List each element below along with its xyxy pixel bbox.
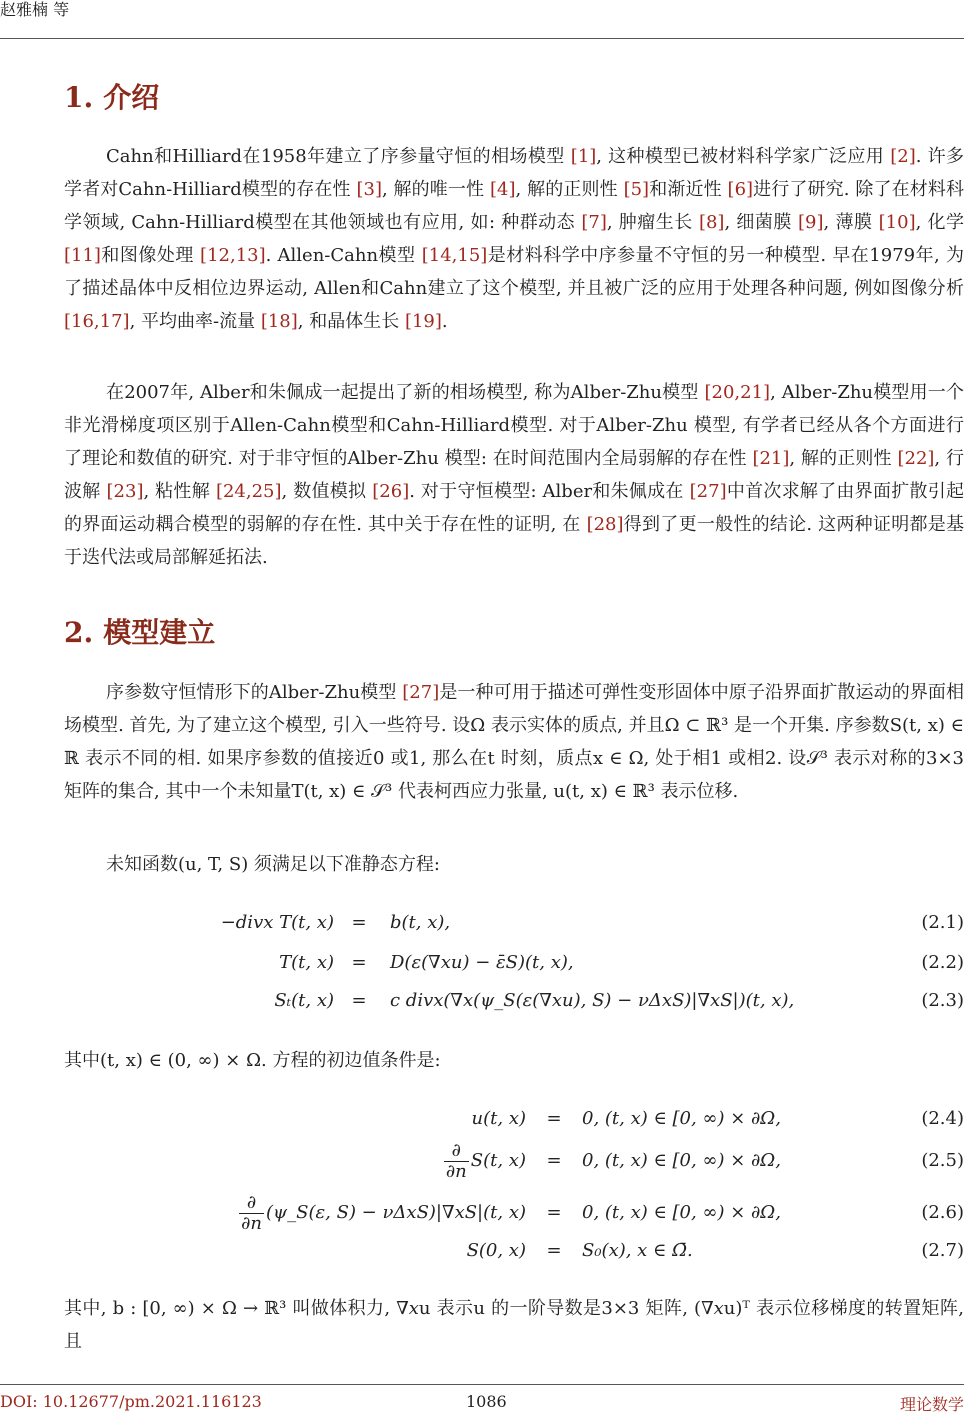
equation-2-3	[64, 986, 964, 1016]
citation-link[interactable]: [1]	[570, 146, 597, 167]
section-2-paragraph-2: 未知函数(u, T, S) 须满足以下准静态方程:	[106, 854, 441, 875]
equation-number: (2.2)	[921, 952, 964, 973]
citation-link[interactable]: [9]	[798, 212, 824, 233]
section-2-heading	[64, 615, 215, 651]
equation-operator: =	[546, 1150, 562, 1171]
equation-2-7	[64, 1236, 964, 1266]
citation-link[interactable]: [27]	[402, 682, 440, 703]
equation-lhs: S(0, x)	[466, 1240, 526, 1261]
citation-link[interactable]: [16,17]	[64, 311, 130, 332]
citation-link[interactable]: [4]	[490, 179, 516, 200]
equation-rhs: D(ε(∇𝑥u) − ε̄S)(t, x),	[390, 952, 574, 973]
citation-link[interactable]: [8]	[698, 212, 725, 233]
footer-journal-link[interactable]: 理论数学	[899, 1395, 964, 1414]
equation-number: (2.4)	[921, 1108, 964, 1129]
partial-fraction: $\frac{\partial}{\partial n}$	[445, 1139, 467, 1182]
section-1-paragraph-1: Cahn和Hilliard在1958年建立了序参量守恒的相场模型 [1], 这种模型已被材料科学家广泛应用 [2]. 许多学者对Cahn-Hilliard模型的存在性 [3], 解的唯一性 [4], 解的正则性 [5]和渐近性 [6]进行了研究. 除了在材料科学领域, Cahn-Hilliard模型在其他领域也有应用, 如: 种群动态 [7], 肿瘤生长 [8], 细菌膜 [9], 薄膜 [10], 化学 [11]和图像处理 [12,13]. Allen-Cahn模型 [14,15]是材料科学中序参量不守恒的另一种模型. 早在1979年, 为了描述晶体中反相位边界运动, Allen和Cahn建立了这个模型, 并且被广泛的应用于处理各种问题, 例如图像分析 [16,17], 平均曲率-流量 [18], 和晶体生长 [19].	[64, 146, 964, 332]
equation-lhs: −div𝑥 T(t, x)	[220, 912, 334, 933]
equation-number: (2.6)	[921, 1202, 964, 1223]
citation-link[interactable]: [23]	[106, 481, 144, 502]
citation-link[interactable]: [3]	[356, 179, 382, 200]
citation-link[interactable]: [26]	[372, 481, 410, 502]
section-1-title: 介绍	[103, 81, 160, 114]
header-rule	[0, 38, 964, 39]
equation-rhs: c div𝑥(∇𝑥(ψ_S(ε(∇𝑥u), S) − νΔ𝑥S)|∇𝑥S|)(t, x),	[390, 990, 795, 1011]
equation-2-6	[64, 1191, 964, 1234]
equation-number: (2.5)	[921, 1150, 964, 1171]
citation-link[interactable]: [19]	[404, 311, 442, 332]
equation-operator: =	[546, 1202, 562, 1223]
section-2-title: 模型建立	[103, 616, 216, 649]
equation-operator: =	[351, 952, 367, 973]
header-author: 赵雅楠 等	[0, 0, 70, 19]
equation-number: (2.1)	[921, 912, 964, 933]
equation-2-2	[64, 948, 964, 978]
citation-link[interactable]: [20,21]	[704, 382, 771, 403]
citation-link[interactable]: [5]	[623, 179, 650, 200]
equation-operator: =	[546, 1108, 562, 1129]
equation-number: (2.7)	[921, 1240, 964, 1261]
citation-link[interactable]: [14,15]	[421, 245, 488, 266]
citation-link[interactable]: [22]	[897, 448, 935, 469]
citation-link[interactable]: [21]	[752, 448, 790, 469]
citation-link[interactable]: [24,25]	[215, 481, 282, 502]
section-2-paragraph-3: 其中(t, x) ∈ (0, ∞) × Ω. 方程的初边值条件是:	[64, 1050, 441, 1071]
equation-rhs: 0, (t, x) ∈ [0, ∞) × ∂Ω,	[582, 1202, 781, 1223]
equation-number: (2.3)	[921, 990, 964, 1011]
equation-rhs: b(t, x),	[390, 912, 451, 933]
section-2-paragraph-1: 序参数守恒情形下的Alber-Zhu模型 [27]是一种可用于描述可弹性变形固体中原子沿界面扩散运动的界面相场模型. 首先, 为了建立这个模型, 引入一些符号. 设Ω 表示实体的质点, 并且Ω ⊂ ℝ³ 是一个开集. 序参数S(t, x) ∈ ℝ 表示不同的相. 如果序参数的值接近0 或1, 那么在t 时刻，质点x ∈ Ω, 处于相1 或相2. 设𝒮³ 表示对称的3×3 矩阵的集合, 其中一个未知量T(t, x) ∈ 𝒮³ 代表柯西应力张量, u(t, x) ∈ ℝ³ 表示位移.	[64, 682, 964, 802]
footer-page-number: 1086	[466, 1392, 507, 1411]
equation-operator: =	[351, 990, 367, 1011]
equation-lhs: Sₜ(t, x)	[274, 990, 334, 1011]
section-2-number: 2.	[64, 616, 94, 649]
citation-link[interactable]: [6]	[727, 179, 754, 200]
equation-operator: =	[351, 912, 367, 933]
equation-rhs: 0, (t, x) ∈ [0, ∞) × ∂Ω,	[582, 1150, 781, 1171]
citation-link[interactable]: [12,13]	[200, 245, 266, 266]
citation-link[interactable]: [28]	[586, 514, 624, 535]
citation-link[interactable]: [27]	[689, 481, 727, 502]
footer-doi-link[interactable]: DOI: 10.12677/pm.2021.116123	[0, 1392, 262, 1411]
equation-lhs: u(t, x)	[471, 1108, 526, 1129]
citation-link[interactable]: [18]	[260, 311, 298, 332]
equation-rhs: S₀(x), x ∈ Ω̄.	[582, 1240, 693, 1261]
equation-2-1	[64, 908, 964, 938]
equation-lhs: T(t, x)	[279, 952, 334, 973]
equation-lhs: $\frac{\partial}{\partial n}$ S(t, x)	[445, 1139, 526, 1182]
citation-link[interactable]: [2]	[890, 146, 916, 167]
equation-lhs: $\frac{\partial}{\partial n}$ (ψ_S(ε, S) − νΔ𝑥S)|∇𝑥S|(t, x)	[241, 1191, 526, 1234]
equation-operator: =	[546, 1240, 562, 1261]
section-1-heading	[64, 80, 159, 116]
equation-rhs: 0, (t, x) ∈ [0, ∞) × ∂Ω,	[582, 1108, 781, 1129]
citation-link[interactable]: [7]	[581, 212, 607, 233]
running-header	[0, 0, 964, 40]
section-2-paragraph-4: 其中, b : [0, ∞) × Ω → ℝ³ 叫做体积力, ∇𝑥u 表示u 的一阶导数是3×3 矩阵, (∇𝑥u)ᵀ 表示位移梯度的转置矩阵, 且	[64, 1298, 964, 1352]
section-1-number: 1.	[64, 81, 94, 114]
partial-fraction: $\frac{\partial}{\partial n}$	[241, 1191, 263, 1234]
equation-2-5	[64, 1139, 964, 1182]
citation-link[interactable]: [11]	[64, 245, 101, 266]
citation-link[interactable]: [10]	[878, 212, 916, 233]
equation-2-4	[64, 1104, 964, 1134]
footer-rule	[0, 1384, 964, 1385]
section-1-paragraph-2: 在2007年, Alber和朱佩成一起提出了新的相场模型, 称为Alber-Zhu模型 [20,21], Alber-Zhu模型用一个非光滑梯度项区别于Allen-Cahn模型和Cahn-Hilliard模型. 对于Alber-Zhu 模型, 有学者已经从各个方面进行了理论和数值的研究. 对于非守恒的Alber-Zhu 模型: 在时间范围内全局弱解的存在性 [21], 解的正则性 [22], 行波解 [23], 粘性解 [24,25], 数值模拟 [26]. 对于守恒模型: Alber和朱佩成在 [27]中首次求解了由界面扩散引起的界面运动耦合模型的弱解的存在性. 其中关于存在性的证明, 在 [28]得到了更一般性的结论. 这两种证明都是基于迭代法或局部解延拓法.	[64, 382, 964, 568]
